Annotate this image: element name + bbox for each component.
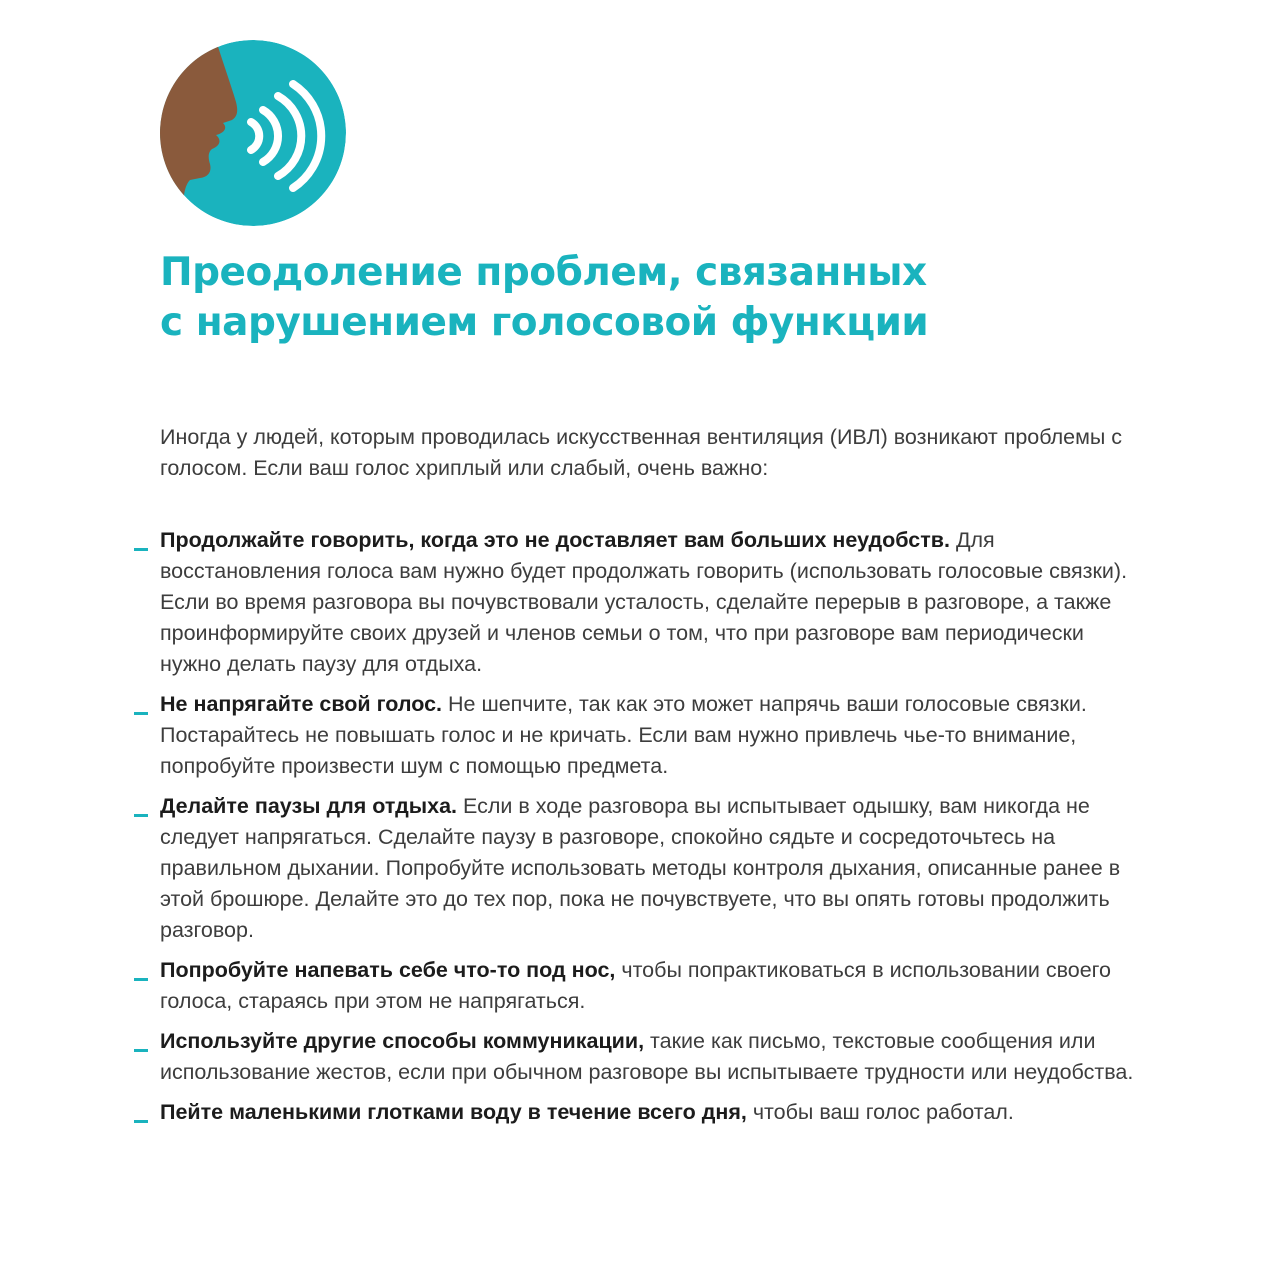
intro-paragraph: Иногда у людей, которым проводилась искусственная вентиляция (ИВЛ) возникают проблемы с голосом. Если ваш голос хриплый или слабый, очень важно:	[160, 425, 1123, 480]
tip-text: такие как письмо, текстовые сообщения или использование жестов, если при обычном разговоре вы испытываете трудности или неудобства.	[160, 1029, 1134, 1084]
tip-text: чтобы попрактиковаться в использовании своего голоса, стараясь при этом не напрягаться.	[160, 958, 1112, 1013]
tip-text: Не шепчите, так как это может напрячь ваши голосовые связки. Постарайтесь не повышать голос и не кричать. Если вам нужно привлечь чье-то внимание, попробуйте произвести шум с помощью предмета.	[160, 692, 1087, 778]
tip-item	[160, 1097, 1150, 1128]
tip-lead: Пейте маленькими глотками воду в течение всего дня,	[160, 1100, 747, 1124]
dash-marker	[134, 1049, 148, 1052]
tip-item	[160, 1026, 1150, 1088]
page-title-line-1: Преодоление проблем, связанных	[160, 250, 927, 295]
tip-item	[160, 955, 1150, 1017]
tip-item	[160, 689, 1150, 782]
page-title-line-2: с нарушением голосовой функции	[160, 300, 929, 345]
tip-text: чтобы ваш голос работал.	[746, 1100, 1014, 1124]
tip-text: Для восстановления голоса вам нужно будет продолжать говорить (использовать голосовые связки). Если во время разговора вы почувствовали усталость, сделайте перерыв в разговоре, а также проинформируйте своих друзей и членов семьи о том, что при разговоре вам периодически нужно делать паузу для отдыха.	[160, 528, 1128, 676]
speaking-head-graphic	[160, 40, 346, 226]
dash-marker	[134, 814, 148, 817]
dash-marker	[134, 712, 148, 715]
tip-lead: Попробуйте напевать себе что-то под нос,	[160, 958, 616, 982]
dash-marker	[134, 548, 148, 551]
dash-marker	[134, 1120, 148, 1123]
page-title	[160, 248, 1120, 348]
tip-lead: Делайте паузы для отдыха.	[160, 794, 458, 818]
tip-item	[160, 525, 1150, 680]
speaking-head-icon	[160, 40, 346, 226]
tip-text: Если в ходе разговора вы испытывает одышку, вам никогда не следует напрягаться. Сделайте паузу в разговоре, спокойно сядьте и сосредоточьтесь на правильном дыхании. Попробуйте использовать методы контроля дыхания, описанные ранее в этой брошюре. Делайте это до тех пор, пока не почувствуете, что вы опять готовы продолжить разговор.	[160, 794, 1121, 942]
dash-marker	[134, 978, 148, 981]
tips-list	[160, 525, 1150, 1137]
tip-lead: Продолжайте говорить, когда это не доставляет вам больших неудобств.	[160, 528, 950, 552]
tip-lead: Используйте другие способы коммуникации,	[160, 1029, 645, 1053]
tip-lead: Не напрягайте свой голос.	[160, 692, 443, 716]
tip-item	[160, 791, 1150, 946]
